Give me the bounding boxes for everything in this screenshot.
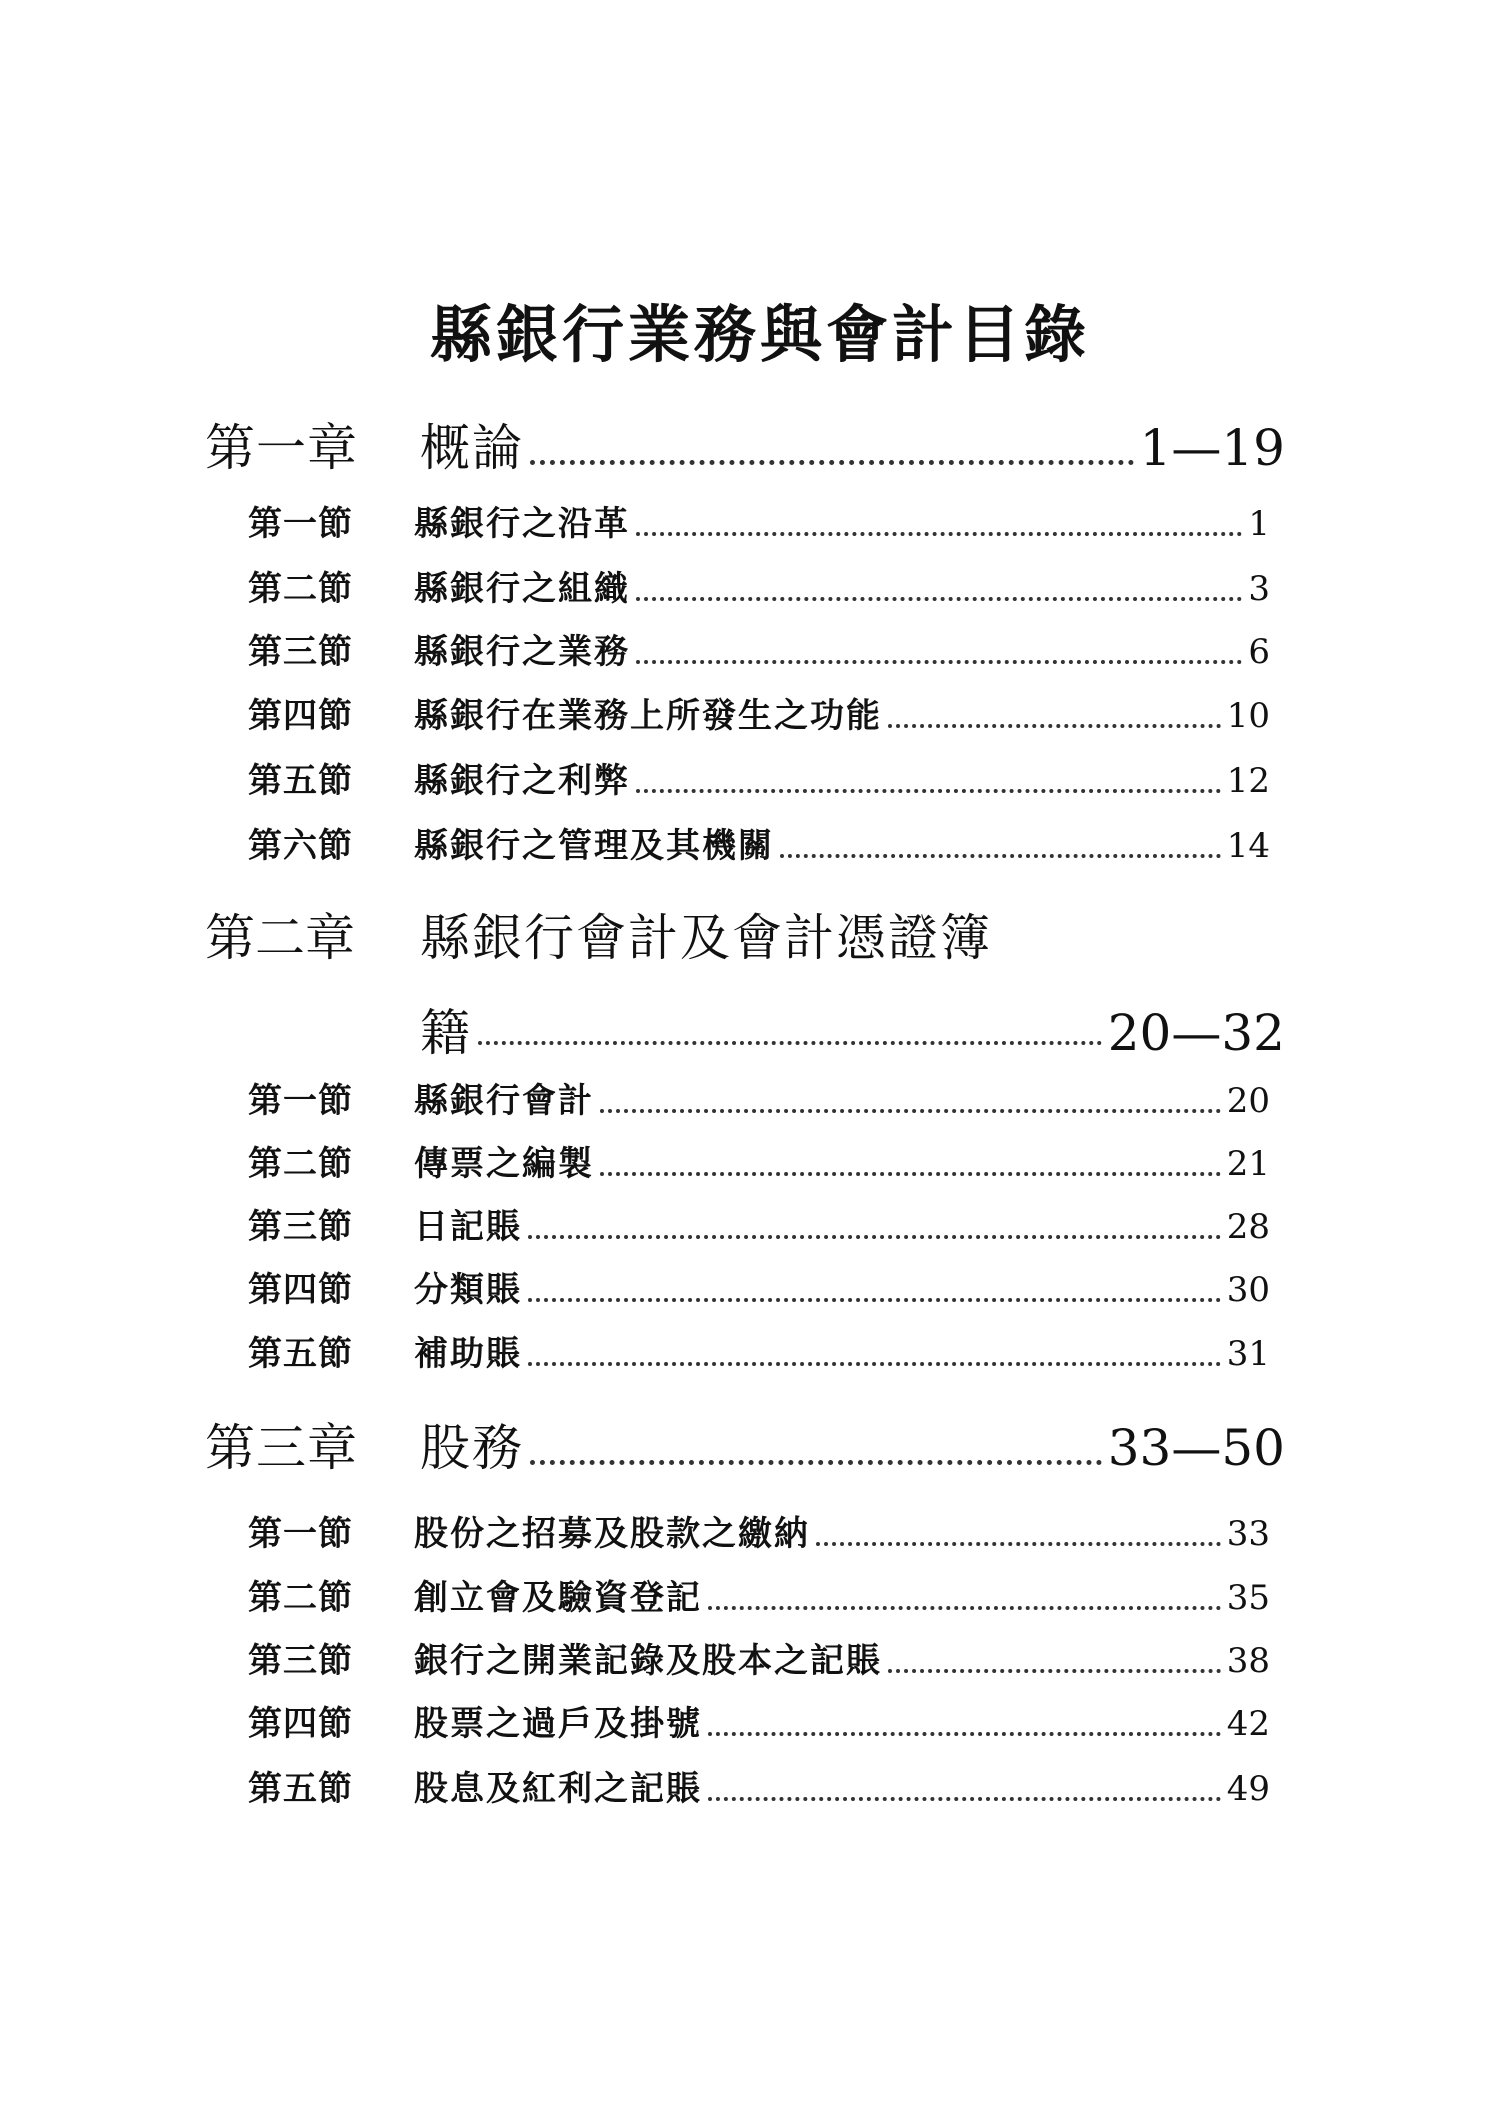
section-title: 補助賬 bbox=[414, 1334, 522, 1374]
dot-leader bbox=[600, 1172, 1221, 1176]
section-title: 縣銀行之管理及其機關 bbox=[414, 826, 774, 866]
section-2-3-row bbox=[248, 1203, 1270, 1251]
dot-leader bbox=[636, 597, 1242, 601]
chapter-2-label: 第二章 bbox=[205, 909, 355, 967]
section-1-6-row bbox=[248, 822, 1270, 870]
chapter-1-label: 第一章 bbox=[205, 419, 358, 477]
dot-leader bbox=[708, 1606, 1221, 1610]
section-title: 創立會及驗資登記 bbox=[414, 1578, 702, 1618]
dot-leader bbox=[636, 789, 1221, 793]
section-page: 42 bbox=[1226, 1704, 1270, 1744]
section-page: 28 bbox=[1226, 1207, 1270, 1247]
chapter-3-title: 股務 bbox=[420, 1419, 524, 1477]
section-label: 第一節 bbox=[248, 1081, 353, 1121]
dot-leader bbox=[530, 1460, 1102, 1465]
chapter-3-pages: 33—50 bbox=[1107, 1419, 1285, 1477]
section-label: 第五節 bbox=[248, 1769, 353, 1809]
chapter-2-row bbox=[205, 905, 1285, 971]
dot-leader bbox=[780, 854, 1221, 858]
section-page: 20 bbox=[1226, 1081, 1270, 1121]
section-3-1-row bbox=[248, 1510, 1270, 1558]
section-label: 第三節 bbox=[248, 632, 353, 672]
section-label: 第六節 bbox=[248, 826, 353, 866]
dot-leader bbox=[530, 460, 1134, 465]
section-3-2-row bbox=[248, 1574, 1270, 1622]
dot-leader bbox=[888, 724, 1221, 728]
section-1-5-row bbox=[248, 757, 1270, 805]
dot-leader bbox=[528, 1362, 1221, 1366]
dot-leader bbox=[636, 660, 1242, 664]
section-title: 縣銀行之業務 bbox=[414, 632, 630, 672]
section-label: 第五節 bbox=[248, 1334, 353, 1374]
section-label: 第四節 bbox=[248, 696, 353, 736]
section-2-2-row bbox=[248, 1140, 1270, 1188]
dot-leader bbox=[636, 532, 1242, 536]
section-1-3-row bbox=[248, 628, 1270, 676]
section-label: 第三節 bbox=[248, 1207, 353, 1247]
dot-leader bbox=[708, 1732, 1221, 1736]
section-title: 股票之過戶及掛號 bbox=[414, 1704, 702, 1744]
chapter-2-title-continued: 籍 bbox=[420, 1004, 472, 1062]
section-1-1-row bbox=[248, 500, 1270, 548]
section-title: 股息及紅利之記賬 bbox=[414, 1769, 702, 1809]
section-2-4-row bbox=[248, 1266, 1270, 1314]
section-label: 第五節 bbox=[248, 761, 353, 801]
section-page: 6 bbox=[1248, 632, 1270, 672]
section-label: 第三節 bbox=[248, 1641, 353, 1681]
section-2-5-row bbox=[248, 1330, 1270, 1378]
section-title: 分類賬 bbox=[414, 1270, 522, 1310]
section-page: 10 bbox=[1226, 696, 1270, 736]
section-page: 33 bbox=[1226, 1514, 1270, 1554]
section-page: 14 bbox=[1226, 826, 1270, 866]
section-title: 日記賬 bbox=[414, 1207, 522, 1247]
section-3-5-row bbox=[248, 1765, 1270, 1813]
section-page: 12 bbox=[1226, 761, 1270, 801]
section-1-2-row bbox=[248, 565, 1270, 613]
dot-leader bbox=[528, 1298, 1221, 1302]
chapter-2-title: 縣銀行會計及會計憑證簿 bbox=[420, 909, 992, 967]
dot-leader bbox=[528, 1235, 1221, 1239]
chapter-3-label: 第三章 bbox=[205, 1419, 358, 1477]
chapter-3-row bbox=[205, 1415, 1285, 1481]
section-page: 35 bbox=[1226, 1578, 1270, 1618]
section-1-4-row bbox=[248, 692, 1270, 740]
dot-leader bbox=[816, 1542, 1221, 1546]
section-title: 銀行之開業記錄及股本之記賬 bbox=[414, 1641, 882, 1681]
section-title: 縣銀行之沿革 bbox=[414, 504, 630, 544]
section-label: 第四節 bbox=[248, 1270, 353, 1310]
dot-leader bbox=[708, 1797, 1221, 1801]
section-title: 縣銀行會計 bbox=[414, 1081, 594, 1121]
chapter-2-continuation-row bbox=[420, 1000, 1285, 1066]
chapter-1-title: 概論 bbox=[420, 419, 524, 477]
section-page: 3 bbox=[1248, 569, 1270, 609]
chapter-1-pages: 1—19 bbox=[1139, 419, 1285, 477]
section-label: 第一節 bbox=[248, 504, 353, 544]
dot-leader bbox=[600, 1109, 1221, 1113]
section-label: 第四節 bbox=[248, 1704, 353, 1744]
section-label: 第一節 bbox=[248, 1514, 353, 1554]
dot-leader bbox=[478, 1041, 1102, 1045]
dot-leader bbox=[888, 1669, 1221, 1673]
section-title: 股份之招募及股款之繳納 bbox=[414, 1514, 810, 1554]
section-title: 縣銀行之組織 bbox=[414, 569, 630, 609]
section-title: 縣銀行之利弊 bbox=[414, 761, 630, 801]
section-label: 第二節 bbox=[248, 1144, 353, 1184]
section-page: 49 bbox=[1226, 1769, 1270, 1809]
chapter-2-pages: 20—32 bbox=[1107, 1004, 1285, 1062]
section-page: 1 bbox=[1248, 504, 1270, 544]
section-title: 縣銀行在業務上所發生之功能 bbox=[414, 696, 882, 736]
section-page: 30 bbox=[1226, 1270, 1270, 1310]
section-page: 38 bbox=[1226, 1641, 1270, 1681]
section-page: 21 bbox=[1226, 1144, 1270, 1184]
page-title: 縣銀行業務與會計目錄 bbox=[430, 298, 1091, 371]
section-2-1-row bbox=[248, 1077, 1270, 1125]
chapter-1-row bbox=[205, 415, 1285, 481]
section-3-3-row bbox=[248, 1637, 1270, 1685]
section-page: 31 bbox=[1226, 1334, 1270, 1374]
section-label: 第二節 bbox=[248, 1578, 353, 1618]
section-3-4-row bbox=[248, 1700, 1270, 1748]
section-title: 傳票之編製 bbox=[414, 1144, 594, 1184]
section-label: 第二節 bbox=[248, 569, 353, 609]
